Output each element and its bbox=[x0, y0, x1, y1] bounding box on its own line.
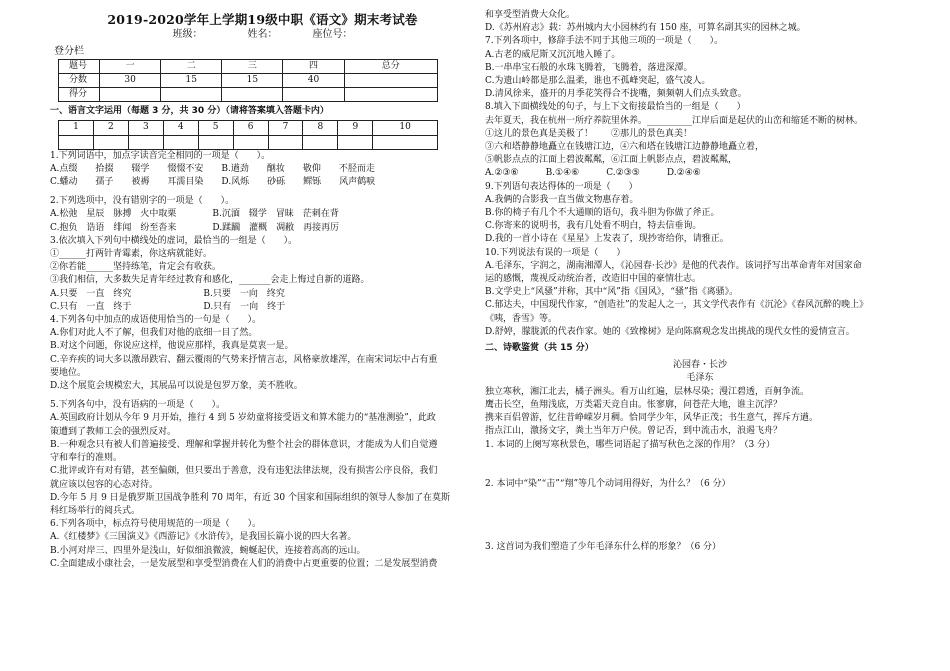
question-line: C.郁达夫，中国现代作家，“创造社”的发起人之一，其文学代表作有《沉沦》《春风沉醉的晚上》 bbox=[485, 300, 869, 311]
poem-line: 独立寒秋，湘江北去，橘子洲头。看万山红遍，层林尽染；漫江碧透，百舸争流。 bbox=[485, 386, 810, 397]
question-line: A.毛泽东，字润之，湖南湘潭人，《沁园春·长沙》是他的代表作。该词抒写出革命青年对国家命 bbox=[485, 260, 862, 271]
question-line: A.②③⑥ B.①④⑥ C.②③⑤ D.②④⑥ bbox=[485, 168, 701, 179]
question-line: 和享受型消费大众化。 bbox=[485, 10, 576, 20]
question-line: B.一串串宝石般的水珠飞腾着，飞腾着，落进深潭。 bbox=[485, 62, 693, 73]
answer-blank-row bbox=[59, 135, 438, 149]
question-line: A.《红楼梦》《三国演义》《西游记》《水浒传》，是我国长篇小说的四大名著。 bbox=[50, 532, 357, 543]
answer-number: 4 bbox=[163, 121, 198, 135]
question-line: 运的感慨，蔑视反动统治者，改造旧中国的豪情壮志。 bbox=[485, 274, 702, 285]
answer-number: 9 bbox=[338, 121, 373, 135]
student-info-line: 班级： 姓名： 座位号： bbox=[172, 29, 353, 41]
poem-line: 携来百侣曾游，忆往昔峥嵘岁月稠。恰同学少年，风华正茂；书生意气，挥斥方遒。 bbox=[485, 413, 819, 424]
question-line: C.辛弃疾的词大多以激昂跌宕、翻云覆雨的气势来抒情言志，风格豪放雄浑，在南宋词坛中占有重 bbox=[50, 354, 438, 365]
score-cell: 二 bbox=[161, 59, 222, 73]
question-line: 《咦，香雪》等。 bbox=[485, 313, 558, 324]
poem-question-2: 2. 本词中“染”“击”“翔”等几个动词用得好，为什么？（6 分） bbox=[485, 478, 731, 489]
question-line: D.今年 5 月 9 日是俄罗斯卫国战争胜利 70 周年，有近 30 个国家和国际组织的领导人参加了在莫斯 bbox=[50, 492, 451, 503]
question-line: B.小河对岸三、四里外是浅山，好似细浪微波，蜿蜒起伏，连接着高高的远山。 bbox=[50, 545, 366, 556]
score-table bbox=[58, 59, 438, 103]
question-line: 1.下列词语中，加点字读音完全相同的一项是（ ）。 bbox=[50, 150, 271, 161]
score-cell[interactable] bbox=[161, 88, 222, 102]
answer-number: 3 bbox=[128, 121, 163, 135]
score-cell[interactable] bbox=[283, 88, 344, 102]
poem-question-3: 3. 这首词为我们塑造了少年毛泽东什么样的形象？（6 分） bbox=[485, 541, 722, 552]
poem-line: 鹰击长空，鱼翔浅底，万类霜天竞自由。怅寥廓，问苍茫大地，谁主沉浮？ bbox=[485, 399, 783, 410]
score-cell[interactable] bbox=[344, 88, 437, 102]
section-1-heading: 一、语言文字运用（每题 3 分，共 30 分）（请将答案填入答题卡内） bbox=[50, 106, 329, 117]
question-line: D.《苏州府志》载：苏州城内大小园林约有 150 座，可算名副其实的园林之城。 bbox=[485, 23, 806, 34]
score-cell: 题号 bbox=[59, 59, 100, 73]
question-line: C.你寄来的说明书，我有几处看不明白，特去信垂询。 bbox=[485, 221, 702, 232]
question-line: 就应该以包容的心态对待。 bbox=[50, 479, 159, 490]
question-line: 守和奉行的准则。 bbox=[50, 453, 123, 464]
question-line: C.只有 一直 终于 D.只有 一向 终于 bbox=[50, 301, 286, 312]
poem-author: 毛泽东 bbox=[686, 373, 714, 384]
answer-box[interactable] bbox=[163, 135, 198, 149]
question-line: 9.下列语句表达得体的一项是（ ） bbox=[485, 181, 638, 192]
question-line: C.蟠动 孺子 被褥 耳濡目染 D.风烁 砂砾 鳏铄 风声鹤唳 bbox=[50, 177, 376, 188]
question-line: 6.下列各项中，标点符号使用规范的一项是（ ）。 bbox=[50, 519, 262, 530]
question-line: 去年夏天，我在杭州一所疗养院里休养。__________江岸后面是起伏的山峦和缩延不断的树林。 bbox=[485, 115, 864, 126]
score-row bbox=[59, 73, 438, 87]
question-line: A.点缀 拾掇 辍学 惙惙不安 B.遒劲 酗妆 敬仰 不胫而走 bbox=[50, 163, 375, 174]
question-line: C.为遗山岭都是那么温柔，谁也不孤峰突起，盛气凌人。 bbox=[485, 76, 711, 87]
answer-number: 6 bbox=[233, 121, 268, 135]
question-line: ②你若能______坚持练笔，肯定会有收获。 bbox=[50, 262, 222, 273]
answer-box[interactable] bbox=[198, 135, 233, 149]
answer-number-row bbox=[59, 121, 438, 135]
answer-number: 10 bbox=[373, 121, 438, 135]
answer-box[interactable] bbox=[268, 135, 303, 149]
score-cell: 30 bbox=[100, 73, 161, 87]
question-line: A.古老的威尼斯又沉沉地入睡了。 bbox=[485, 49, 621, 60]
answer-sheet-table bbox=[58, 120, 438, 149]
question-line: 5.下列各句中，没有语病的一项是（ ）。 bbox=[50, 400, 226, 411]
answer-box[interactable] bbox=[93, 135, 128, 149]
question-line: ①这儿的景色真是美极了！ ②那儿的景色真美！ bbox=[485, 128, 693, 139]
answer-box[interactable] bbox=[338, 135, 373, 149]
answer-number: 5 bbox=[198, 121, 233, 135]
answer-box[interactable] bbox=[59, 135, 94, 149]
question-line: D.清风徐来，盛开的月季花笑得合不拢嘴，频频朝人们点头致意。 bbox=[485, 89, 747, 100]
question-line: C.全面建成小康社会，一是发展型和享受型消费在人们的消费中占更重要的位置；二是发展型消费 bbox=[50, 558, 438, 569]
question-line: D.舒婷，朦胧派的代表作家。她的《致橡树》是向陈腐观念发出挑战的现代女性的爱情宣言。 bbox=[485, 326, 855, 337]
question-line: 策遭到了教师工会的强烈反对。 bbox=[50, 426, 177, 437]
question-line: 要地位。 bbox=[50, 367, 87, 378]
score-cell: 15 bbox=[222, 73, 283, 87]
exam-title: 2019-2020学年上学期19级中职《语文》期末考试卷 bbox=[107, 12, 418, 27]
question-line: 10.下列说法有误的一项是（ ） bbox=[485, 247, 626, 258]
question-line: A.松弛 星辰 脉搏 火中取栗 B.沉湎 辍学 冒昧 茫刺在背 bbox=[50, 209, 339, 220]
question-line: B.一种观念只有被人们普遍接受、理解和掌握并转化为整个社会的群体意识，才能成为人们自觉遵 bbox=[50, 439, 438, 450]
question-line: ①______打两针青霉素，你这病就能好。 bbox=[50, 249, 213, 260]
question-line: A.我俩的合影我一直当做文物惠存着。 bbox=[485, 194, 639, 205]
question-line: B.文学史上“风骚”并称，其中“风”指《国风》，“骚”指《离骚》。 bbox=[485, 287, 739, 298]
question-line: ⑤帆影点点的江面上碧波粼粼，⑥江面上帆影点点，碧波粼粼， bbox=[485, 155, 738, 166]
right-column bbox=[485, 0, 915, 554]
question-line: A.英国政府计划从今年 9 月开始，推行 4 到 5 岁幼童将接受语文和算术能力的“基准测验”，此政 bbox=[50, 413, 436, 424]
right-questions bbox=[485, 9, 915, 339]
question-line: 2.下列选项中，没有错别字的一项是（ ）。 bbox=[50, 196, 235, 207]
question-line: ③六和塔静静地矗立在钱塘江边，④六和塔在钱塘江边静静地矗立着， bbox=[485, 142, 765, 153]
score-cell: 总分 bbox=[344, 59, 437, 73]
answer-box[interactable] bbox=[128, 135, 163, 149]
poem-question-1: 1. 本词的上阕写寒秋景色，哪些词语起了描写秋色之深的作用？（3 分） bbox=[485, 439, 776, 450]
score-row bbox=[59, 59, 438, 73]
question-line: C.抱负 诰语 绯闻 纷至沓来 D.蹂躏 灌概 凋敝 再接再厉 bbox=[50, 222, 340, 233]
question-line: 科红场举行的阅兵式。 bbox=[50, 505, 141, 516]
left-questions bbox=[50, 150, 475, 571]
question-line: 4.下列各句中加点的成语使用恰当的一句是（ ）。 bbox=[50, 315, 262, 326]
question-line: D.这个展览会规模宏大，其展品可以说是包罗万象，美不胜收。 bbox=[50, 381, 303, 392]
question-line: D.我的一首小诗在《星星》上发表了，现抄寄给你，请雅正。 bbox=[485, 234, 729, 245]
score-label: 登分栏 bbox=[54, 46, 84, 58]
score-cell: 得分 bbox=[59, 88, 100, 102]
question-line: C.批评或许有对有错，甚至偏颇，但只要出于善意，没有违犯法律法规，没有损害公序良俗，我们 bbox=[50, 466, 438, 477]
score-cell: 三 bbox=[222, 59, 283, 73]
answer-number: 8 bbox=[303, 121, 338, 135]
section-2-heading: 二、诗歌鉴赏（共 15 分） bbox=[485, 343, 594, 354]
score-cell: 40 bbox=[283, 73, 344, 87]
score-cell bbox=[344, 73, 437, 87]
answer-box[interactable] bbox=[373, 135, 438, 149]
poem-line: 指点江山，激扬文字，粪土当年万户侯。曾记否，到中流击水，浪遏飞舟？ bbox=[485, 426, 783, 437]
question-line: B.你的椅子有几个不大通顺的语句，我斗胆为你做了斧正。 bbox=[485, 208, 720, 219]
question-line: B.对这个问题，你说应这样，他说应那样，我真是莫衷一是。 bbox=[50, 341, 294, 352]
question-line: ③我们相信，大多数失足青年经过教育和感化，_______会走上悔过自新的道路。 bbox=[50, 275, 370, 286]
score-row bbox=[59, 88, 438, 102]
answer-number: 1 bbox=[59, 121, 94, 135]
poem-body bbox=[485, 386, 915, 439]
question-line: 8.填入下面横线处的句子，与上下文衔接最恰当的一组是（ ） bbox=[485, 102, 746, 113]
question-line: 3.依次填入下列句中横线处的虚词，最恰当的一组是（ ）。 bbox=[50, 235, 298, 246]
poem-title: 沁园春・长沙 bbox=[672, 360, 727, 371]
question-line: 7.下列各项中，修辞手法不同于其他三项的一项是（ ）。 bbox=[485, 36, 724, 47]
score-cell: 分数 bbox=[59, 73, 100, 87]
score-cell: 四 bbox=[283, 59, 344, 73]
answer-box[interactable] bbox=[303, 135, 338, 149]
score-cell: 一 bbox=[100, 59, 161, 73]
question-line: A.只要 一直 终究 B.只要 一向 终究 bbox=[50, 288, 285, 299]
answer-number: 2 bbox=[93, 121, 128, 135]
left-column bbox=[50, 0, 475, 571]
question-line: A.你们对此人不了解，但我们对他的底细一目了然。 bbox=[50, 328, 258, 339]
answer-number: 7 bbox=[268, 121, 303, 135]
score-cell[interactable] bbox=[100, 88, 161, 102]
answer-box[interactable] bbox=[233, 135, 268, 149]
score-cell: 15 bbox=[161, 73, 222, 87]
score-cell[interactable] bbox=[222, 88, 283, 102]
